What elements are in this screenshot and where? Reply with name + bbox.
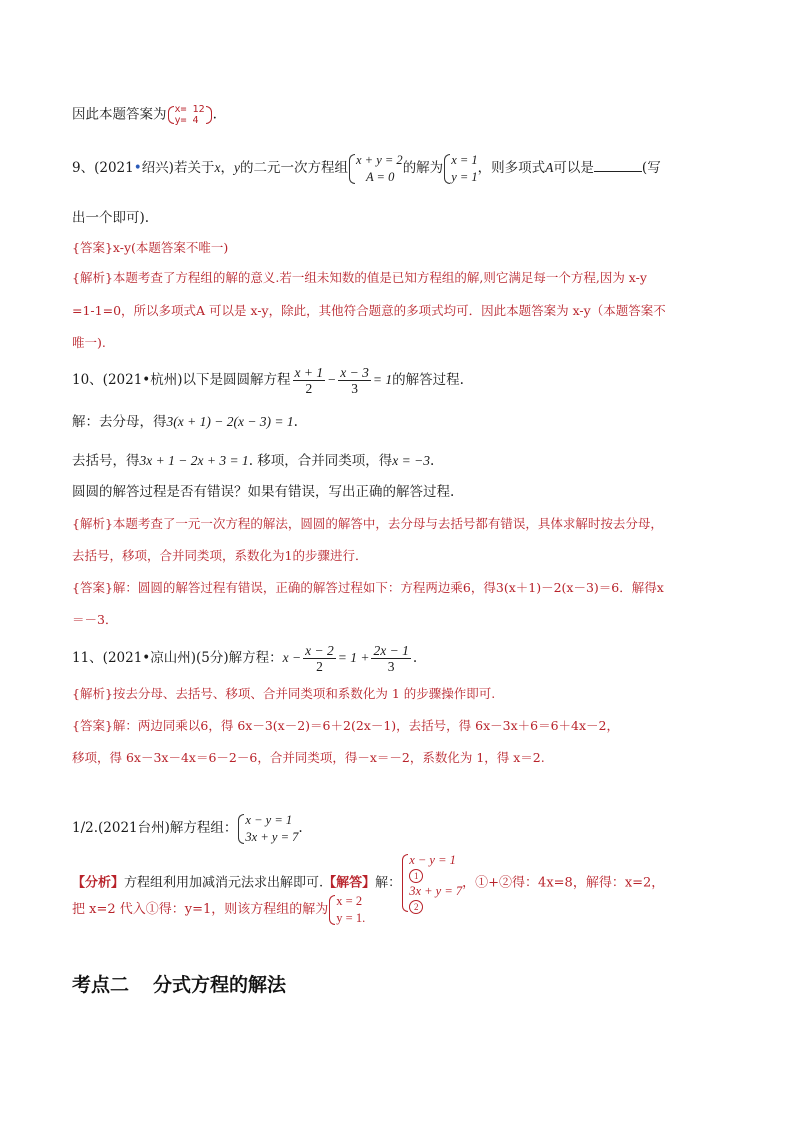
q12-label: 1/2.(2021台州)解方程组： [72, 820, 238, 836]
q10-step2-math: 3x + 1 − 2x + 3 = 1 [139, 453, 249, 468]
q10-answer-line1: {答案}解：圆圆的解答过程有错误，正确的解答过程如下：方程两边乘6，得3(x＋1)－2(x－3)＝6．解得x [72, 580, 664, 595]
q11-label: 11、(2021•凉山州)(5分)解方程： [72, 650, 283, 666]
q12-solution-system-line1: x − y = 1 [409, 853, 456, 867]
q10-fraction-2 [338, 365, 371, 396]
q12-line2-pre: 把 x=2 代入①得：y=1，则该方程组的解为 [72, 902, 329, 917]
q9-var-A: A [545, 160, 554, 175]
q10-step1-suffix: . [293, 414, 298, 430]
q9-dot: • [133, 160, 142, 176]
q12-system [237, 812, 298, 846]
q9-system-line1: x + y = 2 [355, 152, 403, 167]
question-9 [72, 150, 734, 186]
q11-frac1-numerator: x − 2 [305, 643, 334, 658]
q12-solution-system-line2: 3x + y = 7 [409, 884, 463, 898]
q10-analysis-line2: 去括号，移项，合并同类项，系数化为1的步骤进行． [72, 548, 368, 563]
q12-result-x: x = 2 [336, 893, 363, 908]
q10-analysis-line1: {解析}本题考查了一元一次方程的解法，圆圆的解答中，去分母与去括号都有错误，具体求解时按去分母， [72, 516, 663, 531]
q10-step2-suffix: . [430, 453, 435, 469]
q10-step1 [72, 412, 734, 432]
q9-answer: {答案}x-y(本题答案不唯一) [72, 240, 229, 255]
q9-solution [443, 152, 477, 186]
q10-step1-prefix: 解：去分母，得 [72, 414, 167, 430]
q9-system [348, 152, 403, 186]
q11-frac2-denominator: 3 [387, 659, 395, 674]
q12-system-line1: x − y = 1 [245, 812, 293, 827]
intro-suffix: . [212, 106, 217, 123]
q11-frac1-denominator: 2 [316, 659, 323, 674]
circle-two-icon: 2 [409, 900, 423, 914]
q9-line2: 出一个即可). [72, 210, 150, 226]
q9-system-line2: A = 0 [365, 169, 395, 184]
q9-analysis-line3: 唯一). [72, 335, 106, 350]
q10-frac2-numerator: x − 3 [340, 365, 369, 380]
q9-analysis-line1: {解析}本题考查了方程组的解的意义.若一组未知数的值是已知方程组的解,则它满足每一个方程,因为 x-y [72, 270, 647, 285]
q9-label: 9、(2021 [72, 160, 134, 176]
q10-question: 圆圆的解答过程是否有错误？如果有错误，写出正确的解答过程. [72, 484, 455, 500]
intro-prefix: 因此本题答案为 [72, 106, 167, 123]
q9-var-x: x [214, 160, 221, 175]
q12-system-line2: 3x + y = 7 [245, 829, 299, 844]
section-heading [72, 970, 286, 997]
q9-text2: 的解为 [402, 160, 444, 176]
question-10 [72, 362, 734, 398]
q9-answer-blank[interactable] [594, 157, 642, 172]
section-number: 考点二 [72, 974, 130, 996]
q10-step2-mid: . 移项，合并同类项，得 [248, 453, 393, 469]
q11-lhs: x − [282, 650, 302, 665]
q10-frac1-denominator: 2 [305, 381, 313, 396]
q10-step1-math: 3(x + 1) − 2(x − 3) = 1 [166, 414, 294, 429]
q12-analysis-tag: 【分析】 [72, 875, 125, 891]
q12-solution-pre: 解： [375, 875, 402, 891]
intro-line [72, 104, 734, 126]
intro-solution-system [167, 104, 213, 126]
q12-solution-post: ，①+②得：4x=8，解得：x=2， [462, 875, 665, 891]
q11-fraction-2 [371, 643, 410, 674]
q9-comma: ， [220, 160, 234, 176]
q9-solution-line2: y = 1 [451, 169, 478, 184]
q10-answer-line2: ＝－3． [72, 612, 118, 627]
q9-text4: 可以是 [553, 160, 594, 176]
question-12 [72, 810, 734, 846]
q9-var-y: y [233, 160, 240, 175]
intro-solution-x: x= 12 [174, 104, 205, 115]
q9-text1: 的二元一次方程组 [239, 160, 348, 176]
q11-frac2-numerator: 2x − 1 [373, 643, 409, 658]
q10-frac1-numerator: x + 1 [294, 365, 324, 380]
q12-solution-line2 [72, 892, 734, 928]
q11-answer-line2: 移项，得 6x－3x－4x＝6－2－6，合并同类项，得－x＝－2，系数化为 1，得 x＝2. [72, 750, 545, 765]
q10-frac2-denominator: 3 [351, 381, 358, 396]
q12-result-system [328, 893, 365, 927]
q9-solution-line1: x = 1 [451, 152, 478, 167]
q11-answer-line1: {答案}解：两边同乘以6，得 6x－3(x－2)＝6＋2(2x－1)，去括号，得 6x－3x＋6＝6＋4x－2， [72, 718, 619, 733]
question-11 [72, 638, 734, 678]
q10-step2-math2: x = −3 [392, 453, 430, 468]
circle-one-icon: 1 [409, 869, 423, 883]
q11-mid: = 1 + [337, 650, 370, 665]
q10-suffix: 的解答过程. [392, 372, 464, 388]
q10-equals: = 1 [372, 372, 393, 387]
q12-suffix: . [298, 820, 303, 836]
q12-solution-tag: 【解答】 [323, 875, 376, 891]
q10-minus: − [327, 372, 337, 387]
q9-text5: (写 [641, 160, 661, 176]
q9-city: 绍兴)若关于 [141, 160, 215, 176]
q11-analysis: {解析}按去分母、去括号、移项、合并同类项和系数化为 1 的步骤操作即可. [72, 686, 496, 701]
q10-step2-prefix: 去括号，得 [72, 453, 140, 469]
q9-analysis-line2: =1-1=0，所以多项式A 可以是 x-y，除此，其他符合题意的多项式均可．因此本题答案为 x-y（本题答案不 [72, 303, 666, 318]
q12-analysis: 方程组利用加减消元法求出解即可. [124, 875, 324, 891]
q9-text3: ，则多项式 [477, 160, 546, 176]
q10-step2 [72, 451, 734, 471]
q11-suffix: . [412, 650, 418, 666]
intro-solution-y: y= 4 [174, 115, 199, 126]
q10-fraction-1 [293, 365, 326, 396]
q10-label: 10、(2021•杭州)以下是圆圆解方程 [72, 372, 291, 388]
q11-fraction-1 [303, 643, 336, 674]
q12-result-y: y = 1. [336, 910, 366, 925]
section-title: 分式方程的解法 [153, 974, 287, 996]
